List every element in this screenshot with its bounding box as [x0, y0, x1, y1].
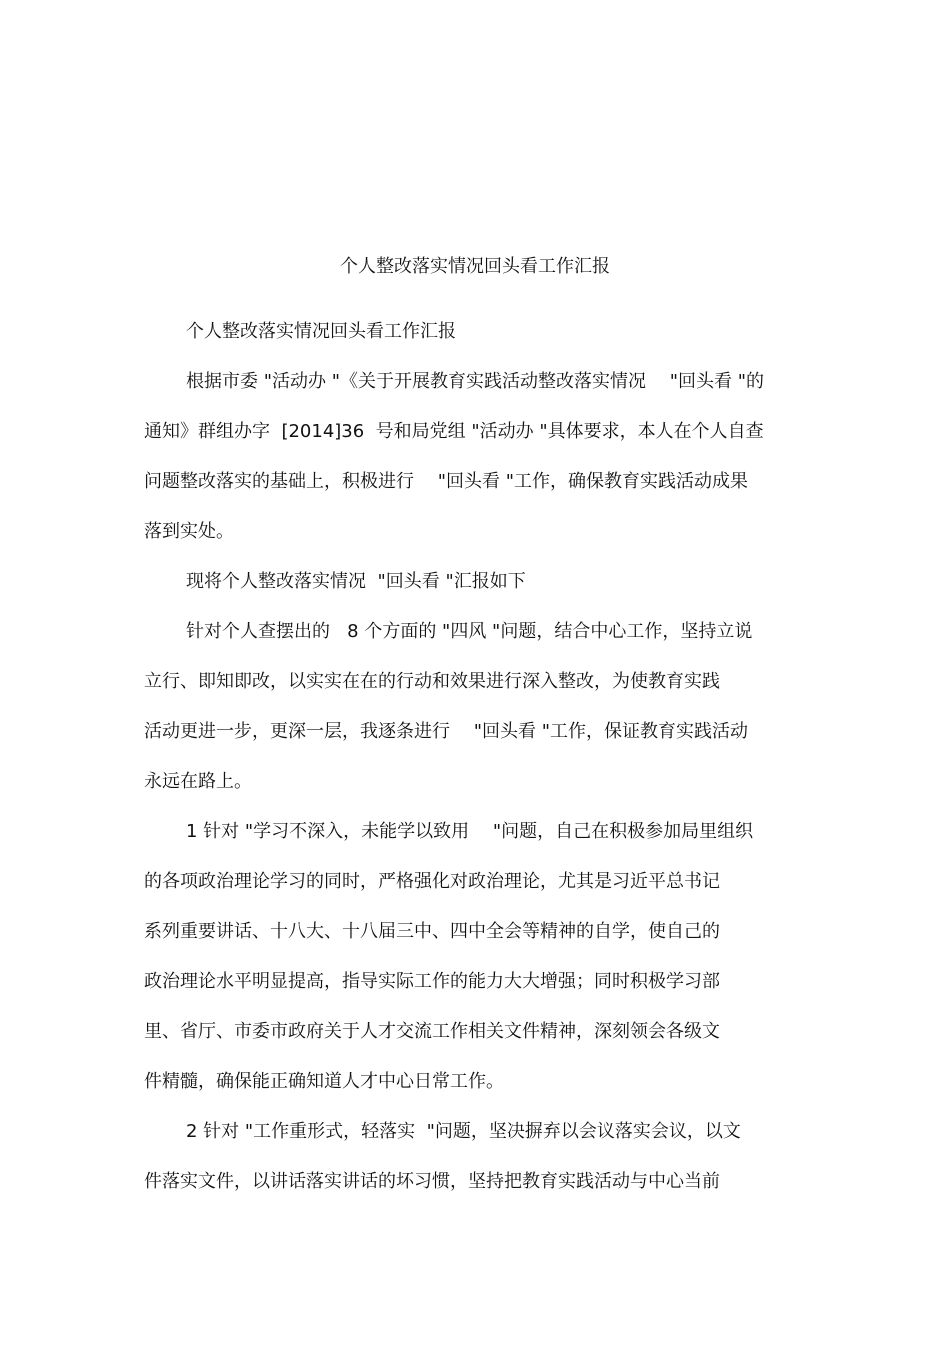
paragraph-line: 永远在路上。: [144, 771, 252, 792]
paragraph-line: 里、省厅、市委市政府关于人才交流工作相关文件精神，深刻领会各级文: [144, 1021, 720, 1042]
paragraph-line: 立行、即知即改，以实实在在的行动和效果进行深入整改，为使教育实践: [144, 671, 720, 692]
paragraph-line: 落到实处。: [144, 521, 234, 542]
paragraph-line: 2 针对 "工作重形式，轻落实 "问题，坚决摒弃以会议落实会议，以文: [186, 1121, 741, 1142]
paragraph-line: 系列重要讲话、十八大、十八届三中、四中全会等精神的自学，使自己的: [144, 921, 720, 942]
paragraph-line: 针对个人查摆出的 8 个方面的 "四风 "问题，结合中心工作，坚持立说: [186, 621, 753, 642]
paragraph-line: 问题整改落实的基础上，积极进行 "回头看 "工作，确保教育实践活动成果: [144, 471, 748, 492]
paragraph-line: 1 针对 "学习不深入，未能学以致用 "问题，自己在积极参加局里组织: [186, 821, 754, 842]
paragraph-line: 活动更进一步，更深一层，我逐条进行 "回头看 "工作，保证教育实践活动: [144, 721, 748, 742]
paragraph-line: 件精髓，确保能正确知道人才中心日常工作。: [144, 1071, 504, 1092]
page-title: 个人整改落实情况回头看工作汇报: [340, 256, 610, 277]
paragraph-line: 政治理论水平明显提高，指导实际工作的能力大大增强；同时积极学习部: [144, 971, 720, 992]
document-subtitle: 个人整改落实情况回头看工作汇报: [186, 321, 456, 342]
paragraph-line: 根据市委 "活动办 "《关于开展教育实践活动整改落实情况 "回头看 "的: [186, 371, 765, 392]
paragraph-line: 件落实文件，以讲话落实讲话的坏习惯，坚持把教育实践活动与中心当前: [144, 1171, 720, 1192]
paragraph-line: 的各项政治理论学习的同时，严格强化对政治理论，尤其是习近平总书记: [144, 871, 720, 892]
paragraph-line: 现将个人整改落实情况 "回头看 "汇报如下: [186, 571, 526, 592]
paragraph-line: 通知》群组办字 [2014]36 号和局党组 "活动办 "具体要求，本人在个人自查: [144, 421, 764, 442]
